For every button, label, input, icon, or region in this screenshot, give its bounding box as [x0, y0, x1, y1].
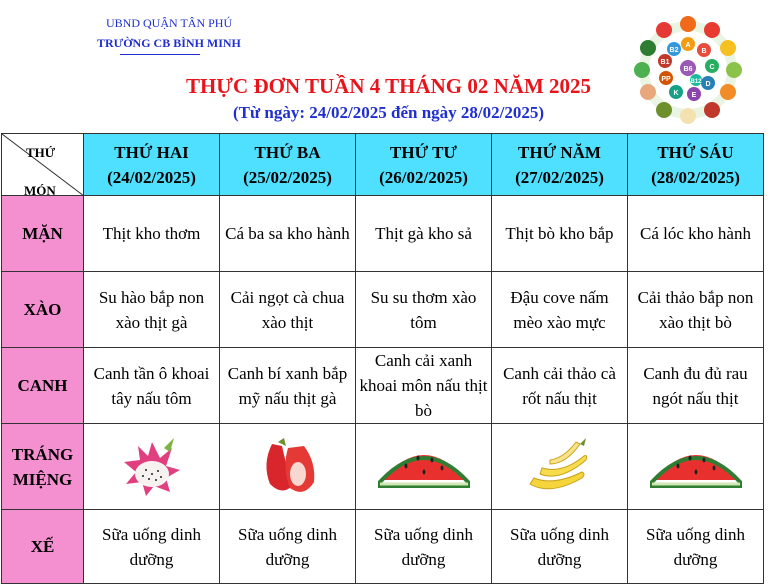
table-cell: Su su thơm xào tôm: [356, 272, 492, 348]
school-underline: [120, 54, 200, 55]
table-cell: [492, 424, 628, 510]
rose-apple-icon: [252, 434, 324, 500]
table-cell: Canh cải xanh khoai môn nấu thịt bò: [356, 348, 492, 424]
row-label-xe: XẾ: [2, 510, 84, 584]
dragon-fruit-icon: [116, 434, 188, 500]
table-cell: Sữa uống dinh dưỡng: [492, 510, 628, 584]
corner-day-label: THỨ: [26, 145, 56, 160]
table-cell: [356, 424, 492, 510]
banana-icon: [520, 434, 600, 500]
vitamin-wheel-icon: [624, 10, 752, 128]
day-header-thu: THỨ NĂM (27/02/2025): [492, 134, 628, 196]
table-cell: Cải thảo bắp non xào thịt bò: [628, 272, 764, 348]
row-label-man: MẶN: [2, 196, 84, 272]
table-cell: Canh tần ô khoai tây nấu tôm: [84, 348, 220, 424]
watermelon-icon: [648, 434, 744, 500]
corner-dish-label: MÓN: [24, 183, 56, 198]
table-cell: Canh đu đủ rau ngót nấu thịt: [628, 348, 764, 424]
table-cell: Sữa uống dinh dưỡng: [628, 510, 764, 584]
day-header-wed: THỨ TƯ (26/02/2025): [356, 134, 492, 196]
table-header-row: [2, 134, 764, 196]
day-header-tue: THỨ BA (25/02/2025): [220, 134, 356, 196]
svg-text:B12: B12: [690, 79, 702, 85]
table-cell: Thịt kho thơm: [84, 196, 220, 272]
table-cell: Sữa uống dinh dưỡng: [220, 510, 356, 584]
table-cell: Sữa uống dinh dưỡng: [84, 510, 220, 584]
svg-text:A: A: [685, 42, 691, 49]
table-row-stir-fry: [2, 272, 764, 348]
svg-text:C: C: [709, 64, 715, 71]
corner-cell: [2, 134, 84, 196]
day-header-mon: THỨ HAI (24/02/2025): [84, 134, 220, 196]
table-cell: Đậu cove nấm mèo xào mực: [492, 272, 628, 348]
date-range-subtitle: (Từ ngày: 24/02/2025 đến ngày 28/02/2025): [232, 103, 545, 122]
weekly-menu-table: [1, 133, 764, 584]
svg-text:K: K: [673, 90, 679, 97]
table-cell: [628, 424, 764, 510]
svg-text:B2: B2: [669, 47, 679, 54]
table-cell: [84, 424, 220, 510]
table-cell: Cá lóc kho hành: [628, 196, 764, 272]
table-cell: Cá ba sa kho hành: [220, 196, 356, 272]
day-header-fri: THỨ SÁU (28/02/2025): [628, 134, 764, 196]
watermelon-icon: [376, 434, 472, 500]
table-cell: Thịt gà kho sả: [356, 196, 492, 272]
school-name: TRƯỜNG CB BÌNH MINH: [97, 36, 241, 50]
table-row-main-dish: [2, 196, 764, 272]
svg-text:B6: B6: [683, 66, 693, 73]
svg-text:E: E: [691, 92, 697, 99]
row-label-trang-mieng: TRÁNG MIỆNG: [2, 424, 84, 510]
svg-text:PP: PP: [661, 76, 671, 83]
table-cell: Cải ngọt cà chua xào thịt: [220, 272, 356, 348]
table-row-dessert: [2, 424, 764, 510]
table-cell: Canh cải thảo cà rốt nấu thịt: [492, 348, 628, 424]
table-cell: Su hào bắp non xào thịt gà: [84, 272, 220, 348]
table-cell: [220, 424, 356, 510]
svg-text:B: B: [701, 48, 707, 55]
vitamin-badges: [658, 37, 719, 101]
row-label-canh: CANH: [2, 348, 84, 424]
table-cell: Canh bí xanh bắp mỹ nấu thịt gà: [220, 348, 356, 424]
table-cell: Sữa uống dinh dưỡng: [356, 510, 492, 584]
table-row-soup: [2, 348, 764, 424]
row-label-xao: XÀO: [2, 272, 84, 348]
svg-text:D: D: [705, 81, 711, 88]
table-cell: Thịt bò kho bắp: [492, 196, 628, 272]
table-row-snack: [2, 510, 764, 584]
org-name: UBND QUẬN TÂN PHÚ: [106, 16, 233, 30]
svg-text:B1: B1: [660, 59, 670, 66]
page-title: THỰC ĐƠN TUẦN 4 THÁNG 02 NĂM 2025: [185, 74, 592, 98]
